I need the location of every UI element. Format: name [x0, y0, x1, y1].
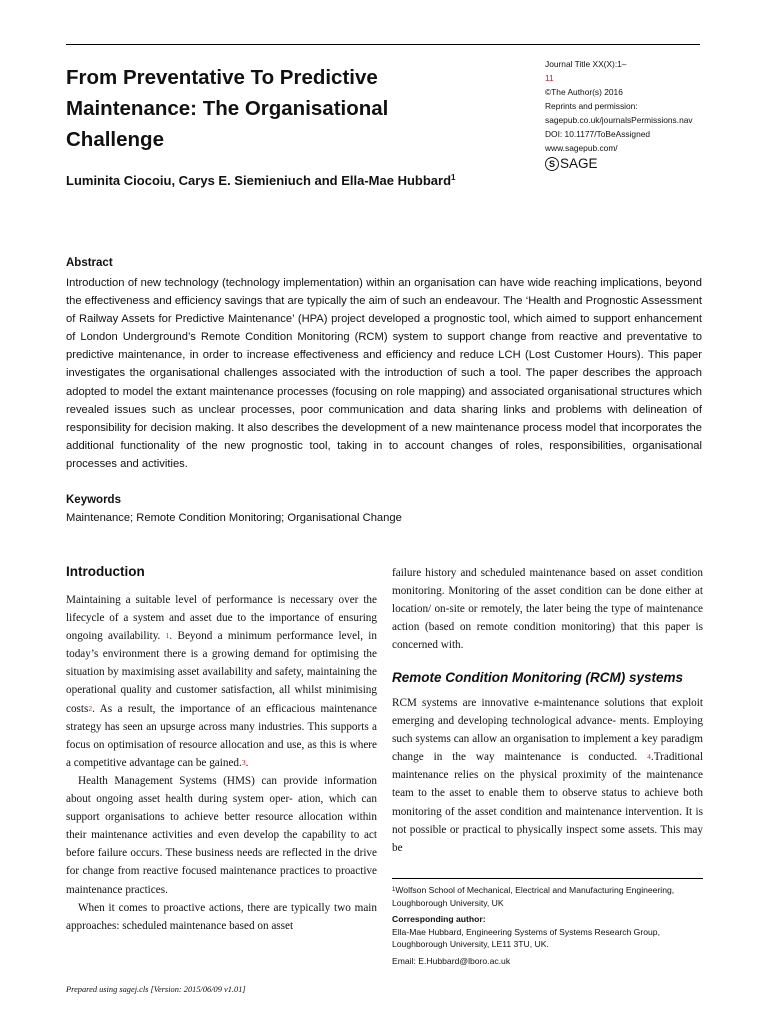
- top-rule: [66, 44, 700, 45]
- affiliation: $^1$Wolfson School of Mechanical, Electrical and Manufacturing Engineering, Loughborough University, UK: [392, 885, 675, 908]
- journal-info: [545, 57, 693, 172]
- keywords-text: Maintenance; Remote Condition Monitoring; Organisational Change: [66, 512, 402, 524]
- right-column-top: [392, 564, 703, 654]
- abstract-text: Introduction of new technology (technology implementation) within an organisation can have wide reaching implications, beyond the effectiveness and efficiency savings that are typically the aim of such an endeavour. The ‘Health and Prognostic Assessment of Railway Assets for Predictive Maintenance’ (HPA) project developed a prognostic tool, which aimed to support enhancement of London Underground’s Remote Condition Monitoring (RCM) system to support change from reactive and preventative to predictive maintenance, in order to increase effectiveness and efficiency and reduce LCH (Lost Customer Hours). This paper investigates the organisational challenges associated with the introduction of such a tool. The paper describes the approach adopted to model the extant maintenance processes (focusing on role mapping) and associated organisational structures which revealed issues such as unclear processes, poor communication and data sharing links and problems with delineation of responsibility for decision making. It also describes the development of a new maintenance process model that incorporates the additional functionality of the new prognostic tool, taking in to account changes of roles, responsibilities, organisational processes and activities.: [66, 277, 702, 470]
- footnote-rule: [392, 878, 703, 879]
- keywords-heading: Keywords: [66, 494, 121, 506]
- left-column: [66, 591, 377, 935]
- copyright: ©The Author(s) 2016: [545, 87, 623, 97]
- ref-4[interactable]: 4: [647, 752, 651, 762]
- corresponding-author: Ella-Mae Hubbard, Engineering Systems of Systems Research Group, Loughborough University, LE11 3TU, UK.: [392, 926, 660, 949]
- permissions-link[interactable]: sagepub.co.uk/journalsPermissions.nav: [545, 115, 693, 125]
- sage-icon: S: [545, 157, 559, 171]
- intro-paragraph-3: When it comes to proactive actions, there are typically two main approaches: scheduled maintenance based on asset: [66, 901, 377, 932]
- paper-title: From Preventative To Predictive Maintenance: The Organisational Challenge: [66, 66, 389, 151]
- introduction-heading: Introduction: [66, 564, 145, 579]
- ref-2[interactable]: 2: [88, 703, 93, 713]
- journal-title-line: Journal Title XX(X):1–: [545, 59, 627, 69]
- sage-logo: [545, 156, 693, 172]
- footnotes: [392, 884, 708, 967]
- intro-paragraph-4: failure history and scheduled maintenance based on asset condition monitoring. Monitoring of the asset condition can be done either at location/ on-site or remotely, the later being the type of maintenance action (based on remote condition monitoring) that this paper is concerned with.: [392, 567, 703, 652]
- email[interactable]: Email: E.Hubbard@lboro.ac.uk: [392, 955, 511, 966]
- corresponding-heading: Corresponding author:: [392, 914, 486, 924]
- right-column-rcm: [392, 694, 703, 857]
- rcm-paragraph: RCM systems are innovative e-maintenance solutions that exploit emerging and developing technological advance- ments. Employing such systems can allow an organisation to implement a key paradigm change in the way maintenance is conducted. $^4$.Traditional maintenance relies on the physical proximity of the maintenance team to the asset to enable them to observe status to achieve both monitoring of the asset condition and maintenance intervention. It is not possible or practical to physically inspect some assets. This may be: [392, 697, 703, 854]
- intro-paragraph-1: Maintaining a suitable level of performance is necessary over the lifecycle of a system and asset due to the importance of ensuring ongoing availability. $^1$. Beyond a minimum performance level, in today’s environment there is a growing demand for optimising the situation by maximising asset availability and safety, maintaining the operational quality and customer satisfaction, all whilst minimising costs$^2$. As a result, the importance of an efficacious maintenance strategy has seen an upsurge across many industries. This supports a focus on optimisation of resource allocation and use, as this is where a competitive advantage can be gained.$^3$.: [66, 594, 377, 769]
- page-footer: Prepared using sagej.cls [Version: 2015/06/09 v1.01]: [66, 985, 246, 994]
- ref-3[interactable]: 3: [241, 757, 246, 767]
- ref-1[interactable]: 1: [165, 631, 170, 641]
- authors: Luminita Ciocoiu, Carys E. Siemieniuch and Ella-Mae Hubbard$^1$: [66, 173, 456, 188]
- website-link[interactable]: www.sagepub.com/: [545, 143, 618, 153]
- doi: DOI: 10.1177/ToBeAssigned: [545, 129, 651, 139]
- abstract-heading: Abstract: [66, 257, 113, 269]
- author-affil-sup: 1: [451, 173, 456, 182]
- intro-paragraph-2: Health Management Systems (HMS) can provide information about ongoing asset health during system oper- ation, which can support organisations to achieve better resource allocation within their maintenance activities and even develop the capability to act before failure occurs. These business needs are reflected in the drive for change from reactive focused maintenance practices to proactive maintenance practices.: [66, 774, 377, 896]
- sage-wordmark: SAGE: [560, 156, 598, 171]
- rcm-heading: Remote Condition Monitoring (RCM) systems: [392, 670, 683, 685]
- reprints: Reprints and permission:: [545, 101, 638, 111]
- journal-page-range: 11: [545, 73, 554, 83]
